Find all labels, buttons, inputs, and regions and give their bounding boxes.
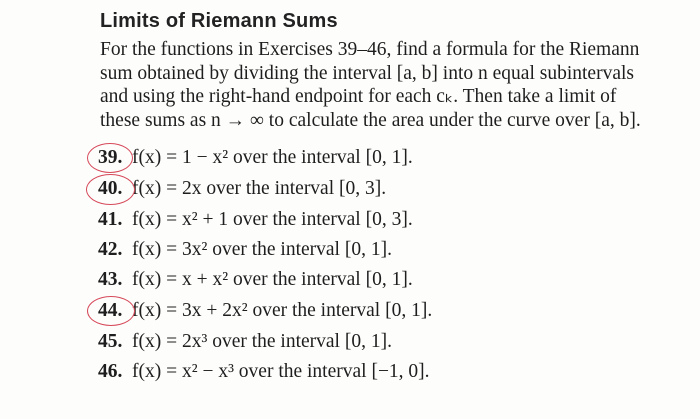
instructions-line: sum obtained by dividing the interval [a, b] into n equal subintervals [100, 62, 634, 84]
exercise-text: f(x) = 1 − x² over the interval [0, 1]. [132, 147, 413, 168]
exercise-text: f(x) = x² + 1 over the interval [0, 3]. [132, 209, 413, 230]
exercise-46 [98, 357, 430, 387]
exercise-text: f(x) = 3x² over the interval [0, 1]. [132, 239, 392, 260]
exercise-number: 40. [98, 178, 123, 199]
instructions-line: and using the right-hand endpoint for each cₖ. Then take a limit of [100, 86, 617, 107]
exercise-43 [98, 265, 413, 295]
exercise-number: 39. [98, 147, 123, 168]
exercise-45 [98, 327, 392, 357]
exercise-number: 46. [98, 361, 123, 382]
exercise-40 [98, 174, 386, 204]
exercise-text: f(x) = x + x² over the interval [0, 1]. [132, 269, 413, 290]
exercise-42 [98, 235, 392, 265]
section-title: Limits of Riemann Sums [100, 10, 338, 32]
exercise-text: f(x) = 3x + 2x² over the interval [0, 1]. [132, 300, 433, 321]
exercise-41 [98, 205, 413, 235]
instructions-paragraph [100, 38, 660, 132]
exercise-number: 44. [98, 300, 123, 321]
instructions-line: For the functions in Exercises 39–46, find a formula for the Riemann [100, 39, 640, 60]
exercise-number: 41. [98, 209, 123, 230]
exercise-text: f(x) = x² − x³ over the interval [−1, 0]. [132, 361, 430, 382]
exercise-text: f(x) = 2x³ over the interval [0, 1]. [132, 331, 392, 352]
exercise-number: 45. [98, 331, 123, 352]
exercise-number: 43. [98, 269, 123, 290]
exercise-text: f(x) = 2x over the interval [0, 3]. [132, 178, 387, 199]
exercise-39 [98, 143, 413, 173]
instructions-line: these sums as n → ∞ to calculate the area under the curve over [a, b]. [100, 109, 641, 131]
exercise-number: 42. [98, 239, 123, 260]
exercise-44 [98, 296, 432, 326]
